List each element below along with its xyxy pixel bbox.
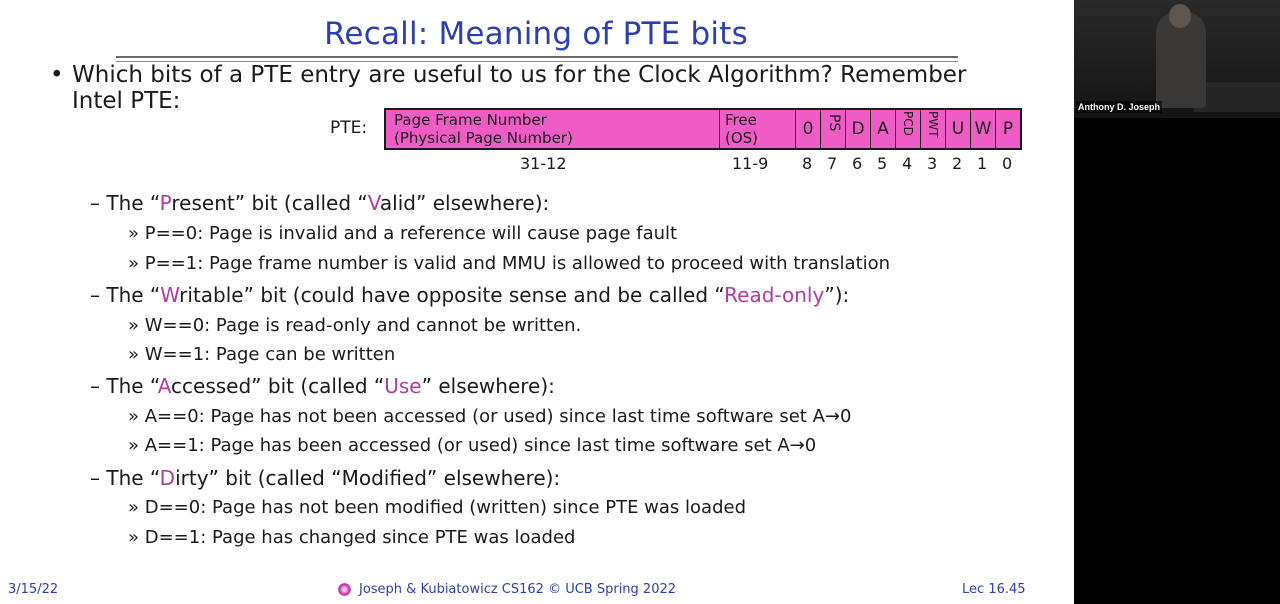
- bitnum-1: 1: [977, 154, 988, 173]
- pte-bit-2: [946, 110, 971, 148]
- pte-bit-1: [971, 110, 996, 148]
- footer-course: Joseph & Kubiatowicz CS162 © UCB Spring 2022: [359, 582, 677, 597]
- footer-date: 3/15/22: [8, 582, 59, 597]
- bitnum-free: 11-9: [732, 154, 769, 173]
- pte-diagram: [384, 108, 1022, 150]
- bitnum-2: 2: [952, 154, 963, 173]
- pte-bit-7-label: PS: [826, 114, 842, 132]
- pte-bit-4-label: PCD: [901, 111, 915, 136]
- bitnum-frame: 31-12: [520, 154, 567, 173]
- bitnum-4: 4: [902, 154, 913, 173]
- pte-bit-4: [896, 110, 921, 148]
- speaker-camera: [1074, 0, 1280, 118]
- pte-bit-7: [821, 110, 846, 148]
- writable-item-1: » W==1: Page can be written: [128, 344, 396, 365]
- bitnum-0: 0: [1002, 154, 1013, 173]
- pte-label: PTE:: [330, 118, 368, 138]
- ucb-seal-icon: [338, 583, 351, 596]
- accessed-hl: A: [157, 374, 172, 398]
- pte-bit-6-label: D: [851, 119, 865, 139]
- pte-free-line1: Free: [725, 111, 757, 129]
- bitnum-5: 5: [877, 154, 888, 173]
- main-bullet-text: Which bits of a PTE entry are useful to us for the Clock Algorithm? Remember Intel PTE:: [72, 62, 967, 114]
- dirty-hl: D: [159, 466, 176, 490]
- pte-bit-1-label: W: [974, 119, 992, 139]
- title-underline: [116, 56, 958, 58]
- pte-bit-3-label: PWT: [926, 111, 940, 138]
- writable-item-0: » W==0: Page is read-only and cannot be written.: [128, 315, 582, 336]
- footer-center: [338, 582, 676, 597]
- pte-bit-2-label: U: [951, 119, 965, 139]
- bitnum-6: 6: [852, 154, 863, 173]
- accessed-heading: – The “Accessed” bit (called “Use” elsewhere):: [90, 374, 555, 398]
- writable-heading: – The “Writable” bit (could have opposite sense and be called “Read-only”):: [90, 283, 850, 307]
- speaker-name: Anthony D. Joseph: [1078, 102, 1161, 112]
- pte-bit-0-label: P: [1002, 119, 1014, 139]
- pte-bit-3: [921, 110, 946, 148]
- present-item-0: » P==0: Page is invalid and a reference will cause page fault: [128, 223, 678, 244]
- bitnum-8: 8: [802, 154, 813, 173]
- bullet-dot: •: [50, 62, 64, 88]
- slide-title: Recall: Meaning of PTE bits: [324, 16, 748, 52]
- pte-bit-8: [796, 110, 821, 148]
- pte-bit-5: [871, 110, 896, 148]
- accessed-item-0: » A==0: Page has not been accessed (or used) since last time software set A→0: [128, 406, 852, 427]
- accessed-item-1: » A==1: Page has been accessed (or used) since last time software set A→0: [128, 435, 817, 456]
- pte-bit-6: [846, 110, 871, 148]
- dirty-item-1: » D==1: Page has changed since PTE was loaded: [128, 527, 576, 548]
- pte-frame-line1: Page Frame Number: [394, 111, 547, 129]
- dirty-item-0: » D==0: Page has not been modified (written) since PTE was loaded: [128, 497, 747, 518]
- present-hl: P: [159, 191, 172, 215]
- bitnum-3: 3: [927, 154, 938, 173]
- pte-frame-line2: (Physical Page Number): [394, 129, 573, 147]
- bitnum-7: 7: [827, 154, 838, 173]
- pte-free-cell: [720, 110, 796, 148]
- pte-bit-5-label: A: [877, 119, 889, 139]
- writable-hl: W: [160, 283, 180, 307]
- video-panel: [1074, 0, 1280, 604]
- writable-hl2: Read-only: [724, 283, 825, 307]
- accessed-hl2: Use: [384, 374, 422, 398]
- pte-free-line2: (OS): [725, 129, 759, 147]
- pte-bit-0: [996, 110, 1020, 148]
- present-heading: – The “Present” bit (called “Valid” elsewhere):: [90, 191, 550, 215]
- pte-bit-8-label: 0: [802, 119, 814, 139]
- present-hl2: V: [367, 191, 380, 215]
- dirty-heading: – The “Dirty” bit (called “Modified” elsewhere):: [90, 466, 561, 490]
- present-item-1: » P==1: Page frame number is valid and MMU is allowed to proceed with translation: [128, 253, 891, 274]
- pte-frame-cell: [386, 110, 720, 148]
- footer-lecture-number: Lec 16.45: [962, 582, 1026, 597]
